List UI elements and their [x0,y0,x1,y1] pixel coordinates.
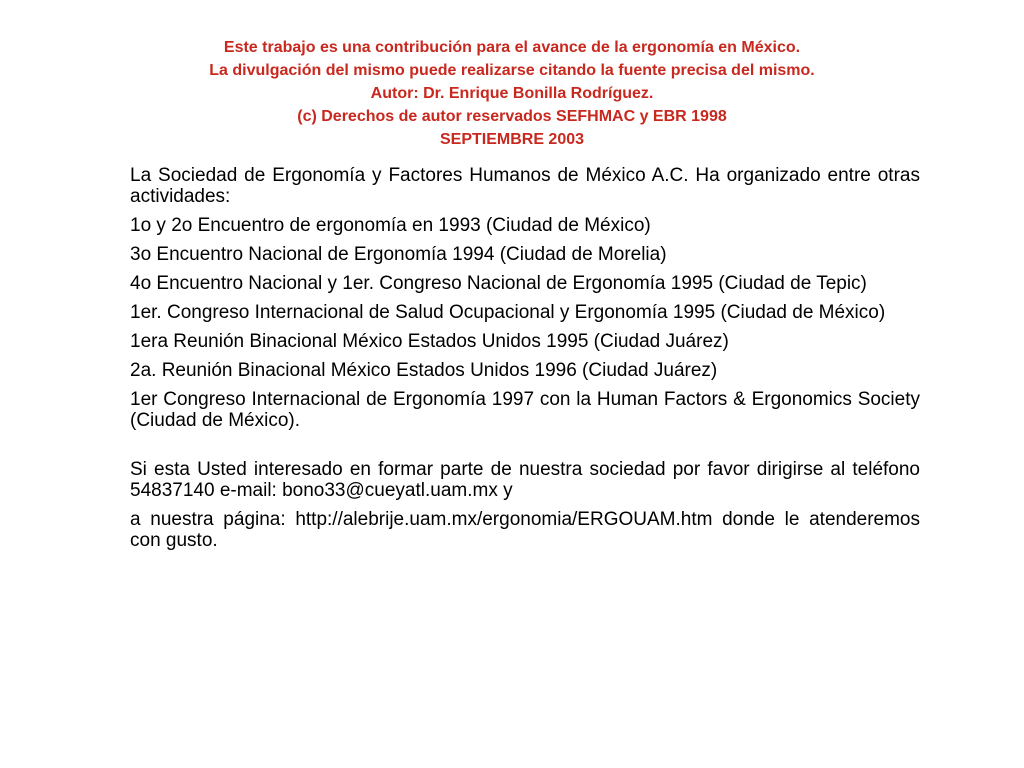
activity-item: 1er. Congreso Internacional de Salud Ocupacional y Ergonomía 1995 (Ciudad de México) [130,302,886,323]
activity-item: 3o Encuentro Nacional de Ergonomía 1994 (Ciudad de Morelia) [130,244,667,265]
copyright-header [0,36,1024,151]
website-paragraph: a nuestra página: http://alebrije.uam.mx/ergonomia/ERGOUAM.htm donde le atenderemos con gusto. [130,509,920,551]
header-line: La divulgación del mismo puede realizarse citando la fuente precisa del mismo. [209,62,815,79]
document-body [130,165,920,559]
activity-item: 4o Encuentro Nacional y 1er. Congreso Nacional de Ergonomía 1995 (Ciudad de Tepic) [130,273,867,294]
activity-item: 1era Reunión Binacional México Estados Unidos 1995 (Ciudad Juárez) [130,331,729,352]
header-line: Autor: Dr. Enrique Bonilla Rodríguez. [370,85,654,102]
activity-item: 1o y 2o Encuentro de ergonomía en 1993 (Ciudad de México) [130,215,651,236]
header-line: Este trabajo es una contribución para el avance de la ergonomía en México. [223,39,801,56]
activity-item: 1er Congreso Internacional de Ergonomía 1997 con la Human Factors & Ergonomics Society (Ciudad de México). [130,389,920,431]
contact-paragraph: Si esta Usted interesado en formar parte de nuestra sociedad por favor dirigirse al teléfono 54837140 e-mail: bono33@cueyatl.uam.mx y [130,459,920,501]
activity-item: 2a. Reunión Binacional México Estados Unidos 1996 (Ciudad Juárez) [130,360,718,381]
intro-paragraph: La Sociedad de Ergonomía y Factores Humanos de México A.C. Ha organizado entre otras actividades: [130,165,920,207]
header-line: (c) Derechos de autor reservados SEFHMAC y EBR 1998 [297,108,727,125]
header-line: SEPTIEMBRE 2003 [439,131,585,148]
